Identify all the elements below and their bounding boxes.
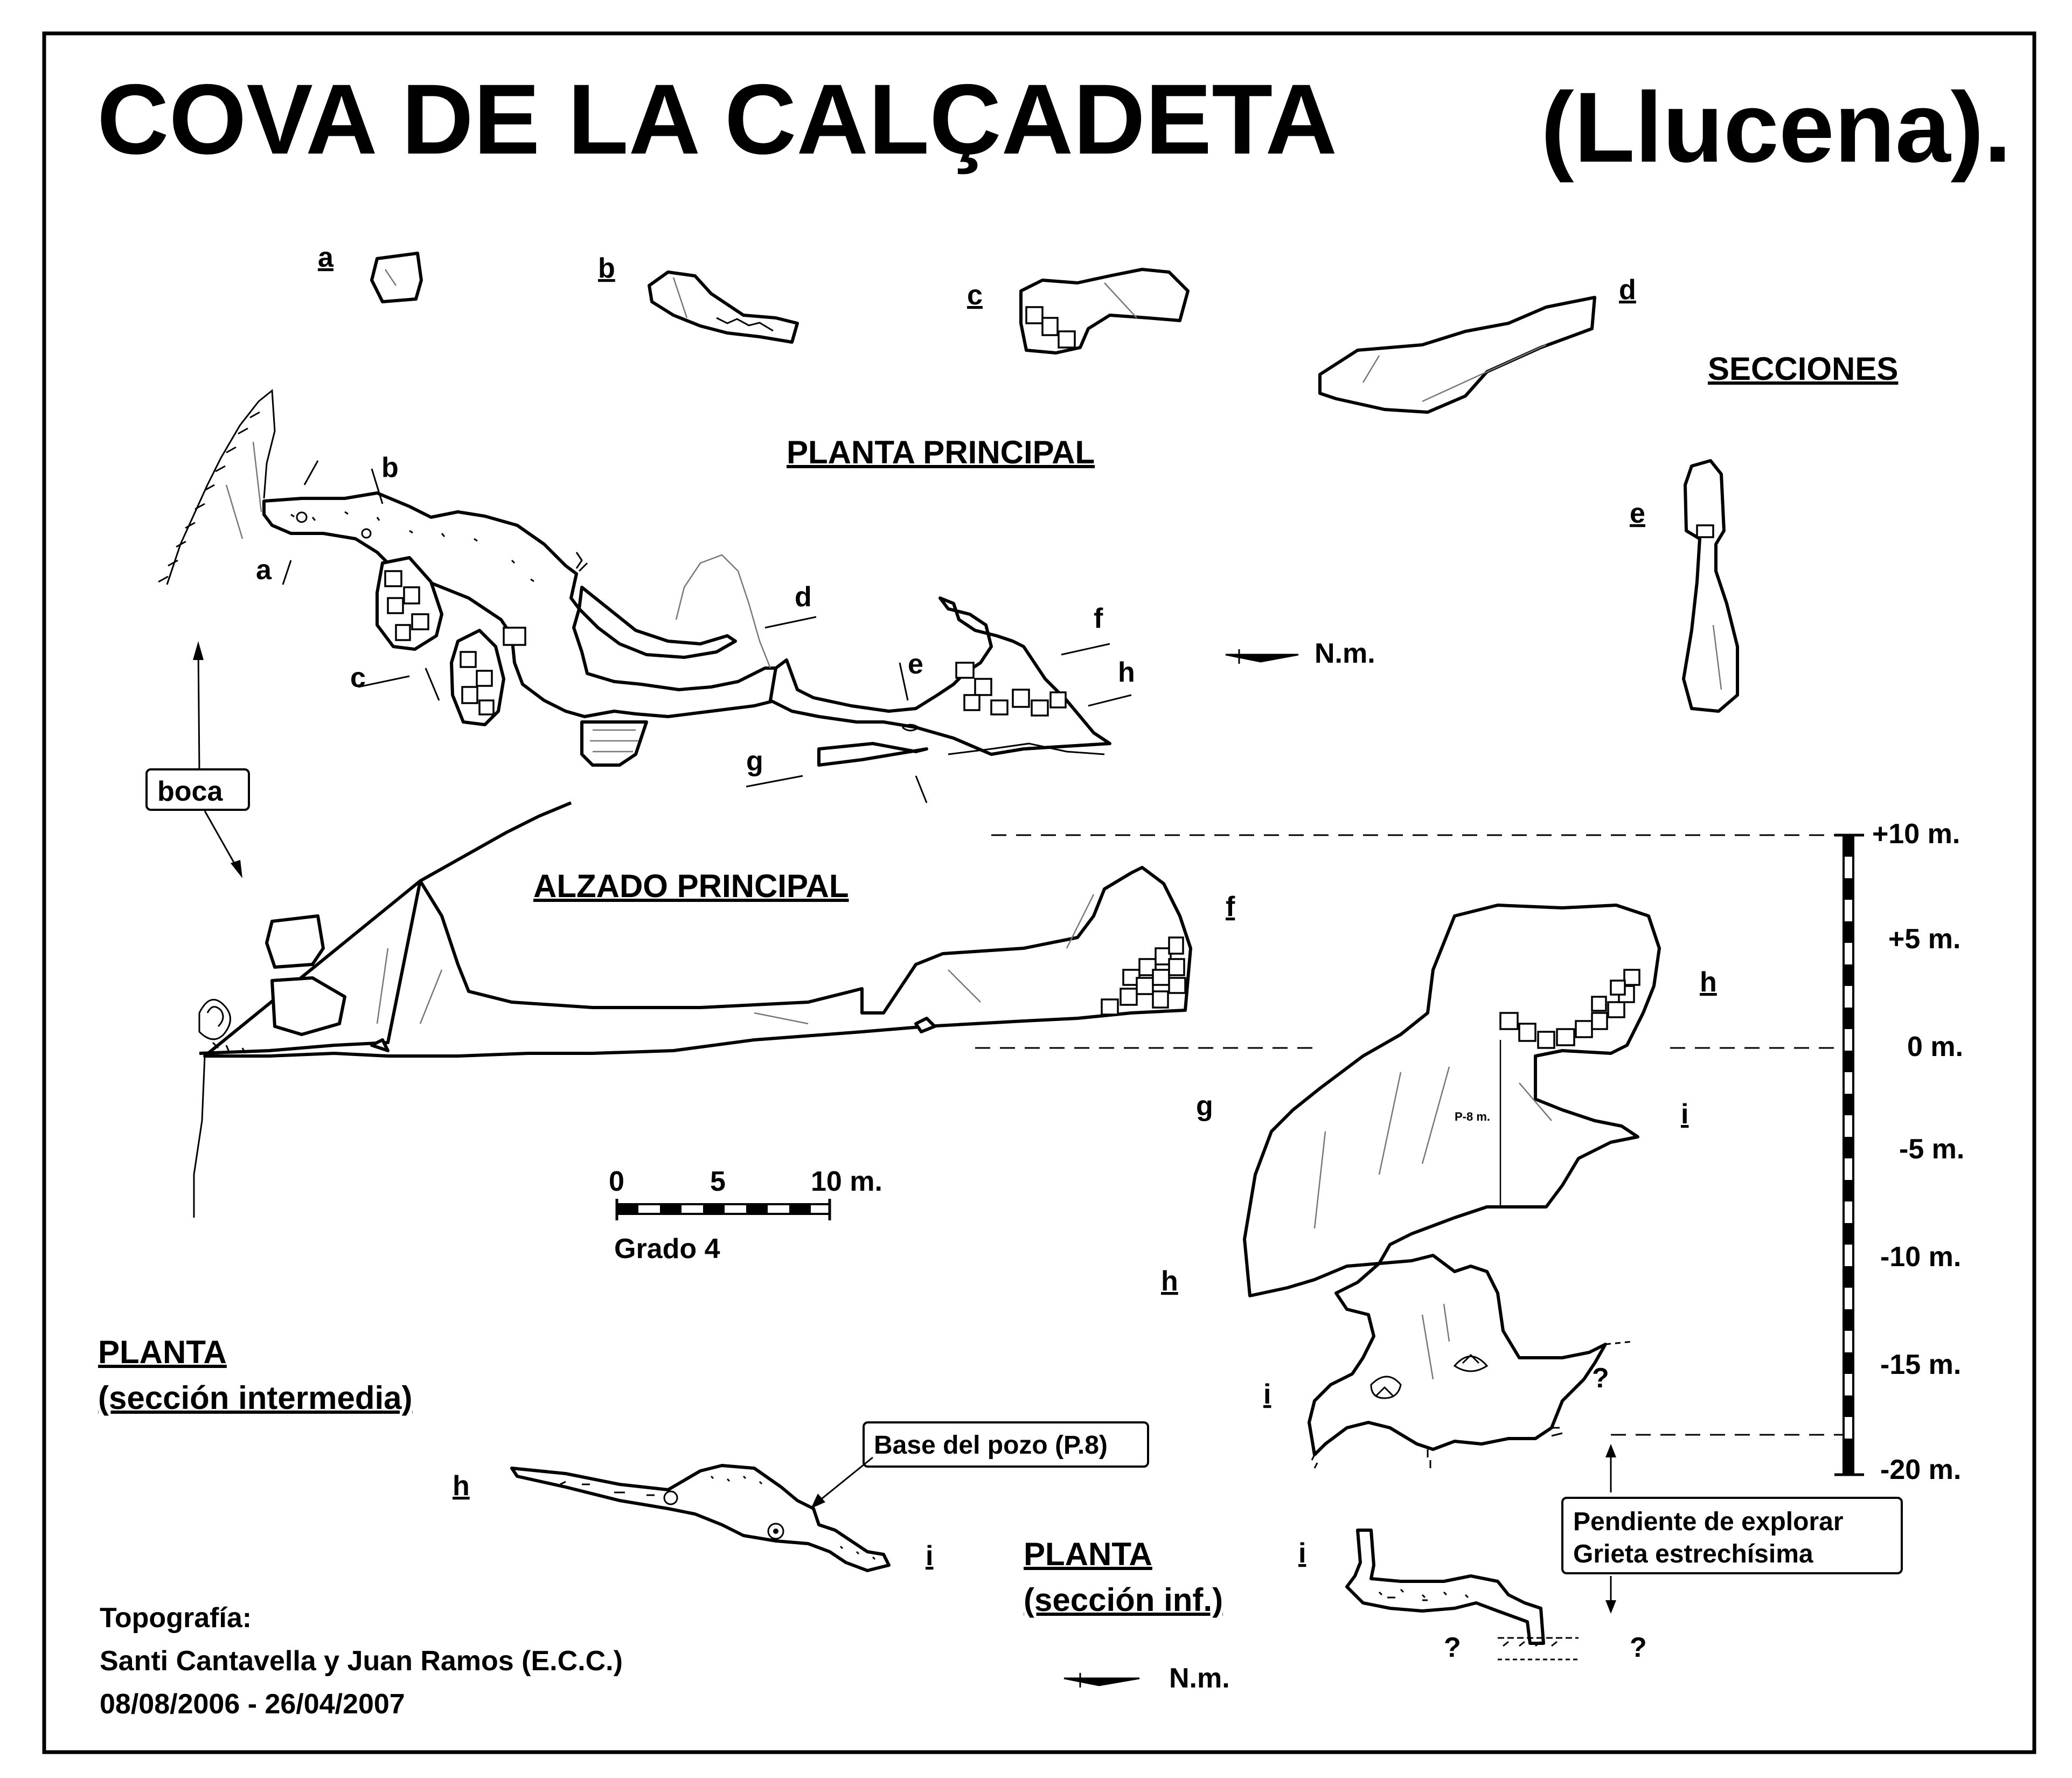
pitch-label: P-8 m.: [1455, 1110, 1491, 1123]
shaft-label-h: h: [1161, 1266, 1178, 1297]
section-label-a: a: [318, 242, 333, 273]
plan-label-a: a: [256, 554, 272, 586]
entrance-arrow: [193, 641, 242, 878]
unexplored-callout-line1: Pendiente de explorar: [1573, 1508, 1844, 1536]
unexplored-mark-shaft: ?: [1592, 1363, 1609, 1394]
cross-section-b: [649, 272, 797, 342]
shaft-base-callout: Base del pozo (P.8): [874, 1431, 1108, 1460]
depth-tick-minus5: -5 m.: [1899, 1134, 1965, 1165]
plan-intermediate-drawing: [512, 1466, 889, 1571]
cross-section-a: [372, 253, 421, 302]
sections-heading: SECCIONES: [1708, 351, 1899, 387]
north-arrow-plan: [1226, 649, 1298, 664]
section-label-e: e: [1630, 498, 1645, 529]
shaft-label-i-top: i: [1681, 1099, 1689, 1130]
plan-label-b: b: [381, 452, 399, 483]
cross-section-d: [1320, 297, 1595, 412]
depth-tick-plus5: +5 m.: [1888, 923, 1961, 955]
cave-title: COVA DE LA CALÇADETA: [97, 64, 1338, 175]
plan-label-f: f: [1094, 603, 1103, 634]
main-elevation-drawing: [194, 803, 1191, 1218]
section-label-d: d: [1619, 274, 1636, 305]
elevation-label-f: f: [1226, 891, 1235, 922]
plan-label-e: e: [908, 649, 923, 680]
survey-grade: Grado 4: [614, 1233, 720, 1265]
scale-tick-5: 5: [710, 1166, 726, 1197]
scale-tick-10: 10 m.: [811, 1166, 882, 1197]
plan-lower-drawing: [1347, 1530, 1579, 1659]
unexplored-mark-left: ?: [1444, 1632, 1461, 1663]
elevation-heading: ALZADO PRINCIPAL: [533, 868, 849, 904]
unexplored-mark-right: ?: [1630, 1632, 1647, 1663]
cave-location: (Llucena).: [1541, 72, 2012, 183]
unexplored-callout-line2: Grieta estrechísima: [1573, 1540, 1813, 1568]
plan-label-g: g: [746, 746, 763, 777]
depth-tick-zero: 0 m.: [1907, 1031, 1964, 1062]
scale-bar: [617, 1199, 830, 1220]
section-label-c: c: [967, 280, 983, 311]
plan-intermediate-label-h: h: [453, 1470, 470, 1502]
plan-heading: PLANTA PRINCIPAL: [787, 434, 1095, 470]
section-label-b: b: [598, 253, 615, 284]
plan-label-c: c: [350, 662, 366, 693]
plan-lower-heading: PLANTA: [1024, 1536, 1152, 1572]
plan-label-h: h: [1118, 657, 1135, 688]
plan-lower-subheading: (sección inf.): [1024, 1582, 1223, 1618]
credits-dates: 08/08/2006 - 26/04/2007: [100, 1689, 405, 1720]
plan-intermediate-label-i: i: [926, 1540, 934, 1572]
north-label-lower: N.m.: [1169, 1663, 1230, 1694]
north-label-plan: N.m.: [1315, 638, 1375, 669]
cross-section-e: [1684, 461, 1737, 711]
shaft-label-g: g: [1196, 1091, 1213, 1122]
depth-tick-minus20: -20 m.: [1880, 1454, 1962, 1485]
depth-tick-minus10: -10 m.: [1880, 1241, 1962, 1273]
depth-scale-bar: [1834, 835, 1864, 1475]
shaft-base-pointer: [811, 1457, 873, 1509]
credits-authors: Santi Cantavella y Juan Ramos (E.C.C.): [100, 1645, 623, 1677]
plan-intermediate-heading: PLANTA: [98, 1334, 227, 1370]
depth-tick-minus15: -15 m.: [1880, 1349, 1962, 1380]
cross-section-c: [1021, 269, 1188, 353]
plan-intermediate-subheading: (sección intermedia): [98, 1380, 413, 1416]
shaft-label-i: i: [1263, 1379, 1271, 1410]
shaft-label-h-top: h: [1700, 967, 1717, 998]
depth-tick-plus10: +10 m.: [1872, 818, 1960, 850]
entrance-label: boca: [157, 776, 223, 807]
scale-tick-0: 0: [609, 1166, 624, 1197]
north-arrow-lower: [1064, 1673, 1139, 1687]
plan-label-d: d: [795, 581, 812, 613]
plan-lower-label-i: i: [1298, 1538, 1306, 1569]
credits-heading: Topografía:: [100, 1602, 252, 1634]
